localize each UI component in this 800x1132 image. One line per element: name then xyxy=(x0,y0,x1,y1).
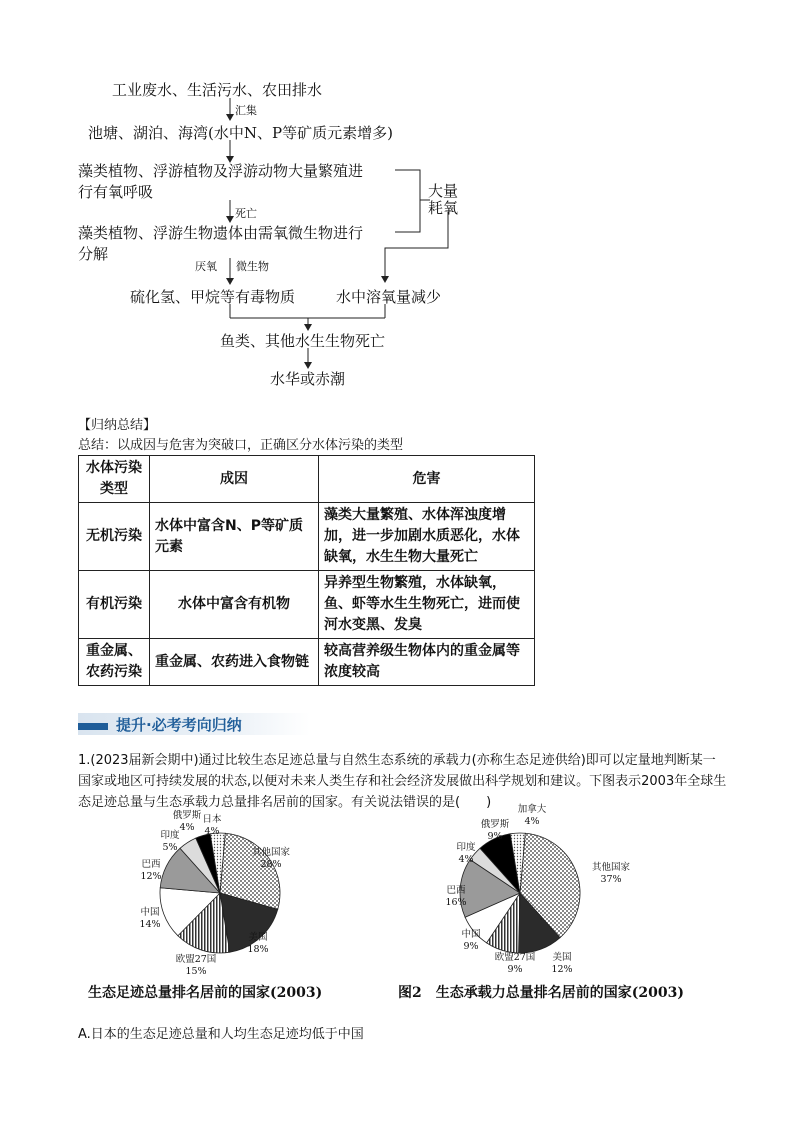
pie-label: 9% xyxy=(487,831,503,842)
table-cell: 重金属、农药污染 xyxy=(79,639,150,686)
pie-label: 巴西 xyxy=(141,859,161,870)
table-cell: 藻类大量繁殖、水体浑浊度增加，进一步加剧水质恶化，水体缺氧，水生生物大量死亡 xyxy=(319,503,535,571)
table-cell: 无机污染 xyxy=(79,503,150,571)
flow-node-oxygen-drop: 水中溶氧量减少 xyxy=(336,288,442,306)
flow-side-label-2: 耗氧 xyxy=(428,199,459,217)
summary-line: 总结：以成因与危害为突破口，正确区分水体污染的类型 xyxy=(78,438,404,453)
pie-label: 美国 xyxy=(248,932,268,943)
pie-label: 加拿大 xyxy=(517,804,547,815)
table-cell: 水体中富含N、P等矿质元素 xyxy=(150,503,319,571)
table-cell: 较高营养级生物体内的重金属等浓度较高 xyxy=(319,639,535,686)
pie-label: 9% xyxy=(507,964,523,975)
flow-edge-label: 汇集 xyxy=(235,104,257,117)
pie-label: 12% xyxy=(551,964,573,975)
table-header: 危害 xyxy=(319,456,535,503)
summary-heading: 【归纳总结】 xyxy=(78,418,157,433)
pie-label: 16% xyxy=(445,897,467,908)
flow-edge-label: 微生物 xyxy=(236,260,269,273)
flow-node-decomposition-2: 分解 xyxy=(78,245,109,263)
flow-node-decomposition-1: 藻类植物、浮游生物遗体由需氧微生物进行 xyxy=(78,224,364,242)
pie-label: 美国 xyxy=(552,952,572,963)
pie-label: 俄罗斯 xyxy=(172,810,202,821)
pie-label: 中国 xyxy=(461,929,481,940)
pie-chart-2 xyxy=(445,803,630,975)
question-text: 1.(2023届新会期中)通过比较生态足迹总量与自然生态系统的承载力(亦称生态足迹供给)即可以定量地判断某一国家或地区可持续发展的状态,以便对未来人类生存和社会经济发展做出科学规划和建议。下图表示2003年全球生态足迹总量与生态承载力总量排名居前的国家。有关说法错误的是( ) xyxy=(78,753,727,810)
flow-node-algae-bloom-1: 藻类植物、浮游植物及浮游动物大量繁殖进 xyxy=(78,162,364,180)
banner-title: 提升·必考考向归纳 xyxy=(116,716,242,734)
pie-label: 日本 xyxy=(202,814,222,825)
pie-label: 4% xyxy=(179,822,195,833)
flow-side-label-1: 大量 xyxy=(428,182,459,200)
table-cell: 异养型生物繁殖，水体缺氧，鱼、虾等水生生物死亡，进而使河水变黑、发臭 xyxy=(319,571,535,639)
flow-node-algae-bloom-2: 行有氧呼吸 xyxy=(78,183,154,201)
flow-edge-label: 厌氧 xyxy=(195,260,217,273)
pie-label: 15% xyxy=(185,966,207,977)
pie-label: 28% xyxy=(260,859,282,870)
table-header: 水体污染类型 xyxy=(79,456,150,503)
pie-label: 印度 xyxy=(160,830,180,841)
pie-label: 9% xyxy=(463,941,479,952)
flow-node-result: 水华或赤潮 xyxy=(270,370,346,388)
pie-label: 印度 xyxy=(456,842,476,853)
pie-label: 其他国家 xyxy=(591,862,631,873)
flow-node-sources: 工业废水、生活污水、农田排水 xyxy=(112,81,323,99)
pie-label: 其他国家 xyxy=(251,847,291,858)
pie-label: 4% xyxy=(204,826,220,837)
table-cell: 水体中富含有机物 xyxy=(150,571,319,639)
table-header: 成因 xyxy=(150,456,319,503)
flow-node-death: 鱼类、其他水生生物死亡 xyxy=(220,332,386,350)
table-cell: 重金属、农药进入食物链 xyxy=(150,639,319,686)
pie-label: 欧盟27国 xyxy=(494,952,536,963)
pie-chart-1 xyxy=(139,809,290,977)
pie-label: 4% xyxy=(524,816,540,827)
chart-title-2: 图2 生态承载力总量排名居前的国家(2003) xyxy=(398,985,684,1001)
option-a: A.日本的生态足迹总量和人均生态足迹均低于中国 xyxy=(78,1027,364,1042)
pie-label: 18% xyxy=(247,944,269,955)
pie-label: 4% xyxy=(458,854,474,865)
pie-label: 5% xyxy=(162,842,178,853)
pie-label: 12% xyxy=(140,871,162,882)
flow-node-toxic: 硫化氢、甲烷等有毒物质 xyxy=(130,288,296,306)
pie-label: 俄罗斯 xyxy=(480,819,510,830)
pie-label: 37% xyxy=(600,874,622,885)
chart-title-1: 生态足迹总量排名居前的国家(2003) xyxy=(88,985,323,1001)
pie-label: 14% xyxy=(139,919,161,930)
pie-label: 巴西 xyxy=(446,885,466,896)
flow-node-water-bodies: 池塘、湖泊、海湾(水中N、P等矿质元素增多) xyxy=(88,124,393,142)
flow-edge-label: 死亡 xyxy=(235,207,257,220)
pie-label: 欧盟27国 xyxy=(175,954,217,965)
table-cell: 有机污染 xyxy=(79,571,150,639)
pie-label: 中国 xyxy=(140,907,160,918)
